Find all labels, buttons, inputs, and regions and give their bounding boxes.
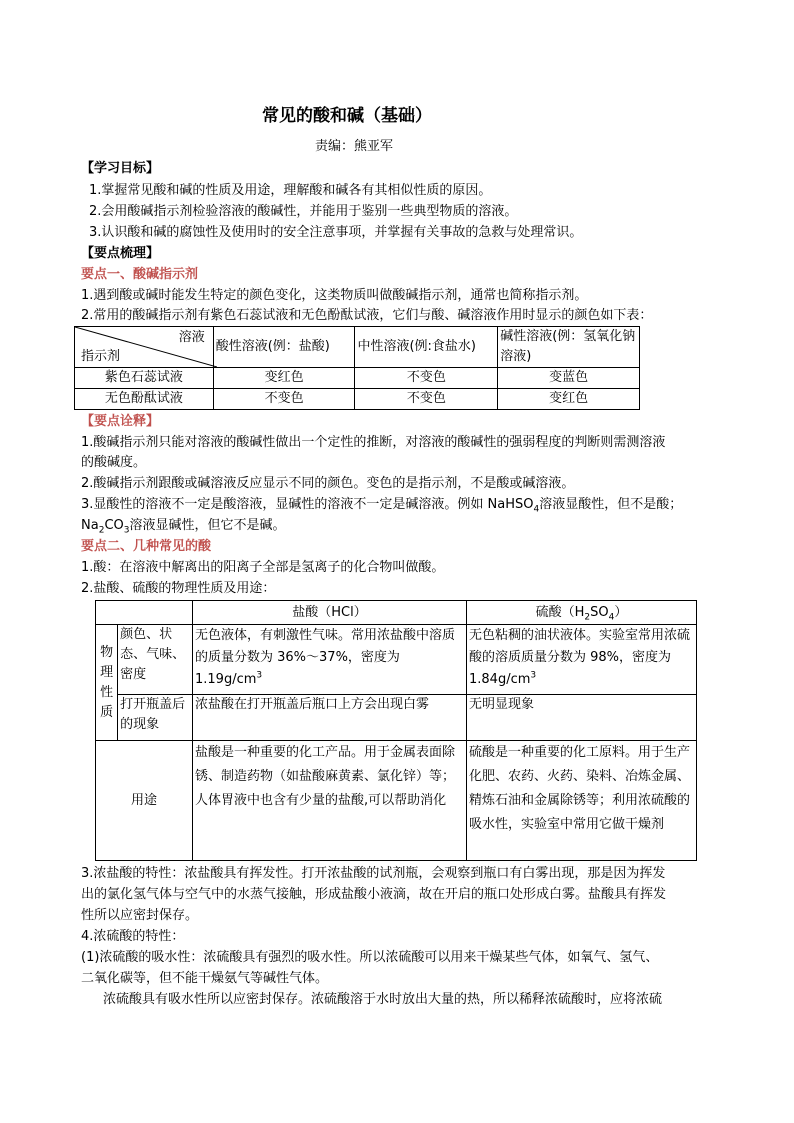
points-header: 【要点梳理】	[81, 246, 160, 261]
table2-header-hcl: 盐酸（HCl）	[193, 601, 467, 625]
indicator-table	[74, 326, 640, 410]
para4-line-3: 浓硫酸具有吸水性所以应密封保存。浓硫酸溶于水时放出大量的热，所以稀释浓硫酸时，应将浓硫	[103, 992, 663, 1007]
table2-row3-label: 用途	[96, 741, 193, 861]
goal-1: 1.掌握常见酸和碱的性质及用途，理解酸和碱各有其相似性质的原因。	[89, 183, 492, 198]
table1-cell: 变蓝色	[498, 368, 640, 389]
para4-line-2: 二氧化碳等，但不能干燥氨气等碱性气体。	[81, 971, 329, 986]
table2-blank-header	[96, 601, 193, 625]
point1-line-2: 2.常用的酸碱指示剂有紫色石蕊试液和无色酚酞试液，它们与酸、碱溶液作用时显示的颜色如下表：	[81, 308, 653, 323]
table2-row3-h2so4: 硫酸是一种重要的化工原料。用于生产化肥、农药、火药、染料、冶炼金属、精炼石油和金属除锈等；利用浓硫酸的吸水性，实验室中常用它做干燥剂	[467, 741, 697, 861]
table1-cell: 无色酚酞试液	[75, 389, 214, 410]
acid-table	[95, 600, 697, 861]
point1-title: 要点一、酸碱指示剂	[81, 267, 199, 282]
table2-group-label: 物理性质	[96, 625, 118, 741]
table2-row1-label: 颜色、状态、气味、密度	[118, 625, 193, 695]
table2-row3-hcl: 盐酸是一种重要的化工产品。用于金属表面除锈、制造药物（如盐酸麻黄素、氯化锌）等；人体胃液中也含有少量的盐酸,可以帮助消化	[193, 741, 467, 861]
table1-cell: 不变色	[213, 389, 355, 410]
table1-cell: 不变色	[355, 389, 498, 410]
explain-line-1: 1.酸碱指示剂只能对溶液的酸碱性做出一个定性的推断，对溶液的酸碱性的强弱程度的判断则需测溶液	[81, 435, 666, 450]
explain-line-3: 3.显酸性的溶液不一定是酸溶液，显碱性的溶液不一定是碱溶液。例如 NaHSO$_4$溶液显酸性，但不是酸；	[81, 497, 683, 515]
table1-cell: 变红色	[213, 368, 355, 389]
table-row	[75, 389, 640, 410]
table1-header-neutral: 中性溶液(例:食盐水)	[355, 327, 498, 368]
goal-2: 2.会用酸碱指示剂检验溶液的酸碱性，并能用于鉴别一些典型物质的溶液。	[89, 204, 518, 219]
goal-3: 3.认识酸和碱的腐蚀性及使用时的安全注意事项，并掌握有关事故的急救与处理常识。	[89, 225, 583, 240]
table1-cell: 紫色石蕊试液	[75, 368, 214, 389]
author-line: 责编：熊亚军	[315, 139, 394, 154]
table2-row2-label: 打开瓶盖后的现象	[118, 695, 193, 741]
explain-line-3b: $Na_2CO_3$溶液显碱性，但它不是碱。	[81, 518, 286, 536]
table1-corner-cell	[75, 327, 214, 368]
table-row	[75, 368, 640, 389]
table1-cell: 不变色	[355, 368, 498, 389]
para4-title: 4.浓硫酸的特性：	[81, 929, 185, 944]
table1-header-base: 碱性溶液(例：氢氧化钠溶液)	[498, 327, 640, 368]
table2-row2-h2so4: 无明显现象	[467, 695, 697, 741]
table-row	[96, 741, 697, 861]
table-row	[96, 625, 697, 695]
table1-cell: 变红色	[498, 389, 640, 410]
page-title: 常见的酸和碱（基础）	[262, 106, 432, 126]
explain-line-2: 2.酸碱指示剂跟酸或碱溶液反应显示不同的颜色。变色的是指示剂，不是酸或碱溶液。	[81, 476, 575, 491]
table1-header-acid: 酸性溶液(例：盐酸)	[213, 327, 355, 368]
explain-header: 【要点诠释】	[81, 414, 160, 429]
point2-line-1: 1.酸：在溶液中解离出的阳离子全部是氢离子的化合物叫做酸。	[81, 560, 445, 575]
para3-line-1: 3.浓盐酸的特性：浓盐酸具有挥发性。打开浓盐酸的试剂瓶，会观察到瓶口有白雾出现，那是因为挥发	[81, 866, 666, 881]
goals-header: 【学习目标】	[81, 161, 160, 176]
table2-header-h2so4: 硫酸$(H_2SO_4)$	[467, 601, 697, 625]
para4-line-1: (1)浓硫酸的吸水性：浓硫酸具有强烈的吸水性。所以浓硫酸可以用来干燥某些气体，如氧气、氢气、	[81, 950, 659, 965]
para3-line-3: 性所以应密封保存。	[81, 908, 199, 923]
para3-line-2: 出的氯化氢气体与空气中的水蒸气接触，形成盐酸小液滴，故在开启的瓶口处形成白雾。盐酸具有挥发	[81, 887, 667, 902]
explain-line-1b: 的酸碱度。	[81, 455, 147, 470]
table2-row1-hcl: 无色液体，有刺激性气味。常用浓盐酸中溶质的质量分数为 36%～37%，密度为 $1.19g/cm^3$	[193, 625, 467, 695]
point2-line-2: 2.盐酸、硫酸的物理性质及用途：	[81, 581, 276, 596]
corner-top-label: 溶液	[178, 330, 205, 345]
table2-row1-h2so4: 无色粘稠的油状液体。实验室常用浓硫酸的溶质质量分数为 98%，密度为 $1.84g/cm^3$	[467, 625, 697, 695]
table2-row2-hcl: 浓盐酸在打开瓶盖后瓶口上方会出现白雾	[193, 695, 467, 741]
corner-bottom-label: 指示剂	[81, 349, 121, 364]
point2-title: 要点二、几种常见的酸	[81, 539, 212, 554]
point1-line-1: 1.遇到酸或碱时能发生特定的颜色变化，这类物质叫做酸碱指示剂，通常也简称指示剂。	[81, 288, 588, 303]
table-row	[96, 695, 697, 741]
